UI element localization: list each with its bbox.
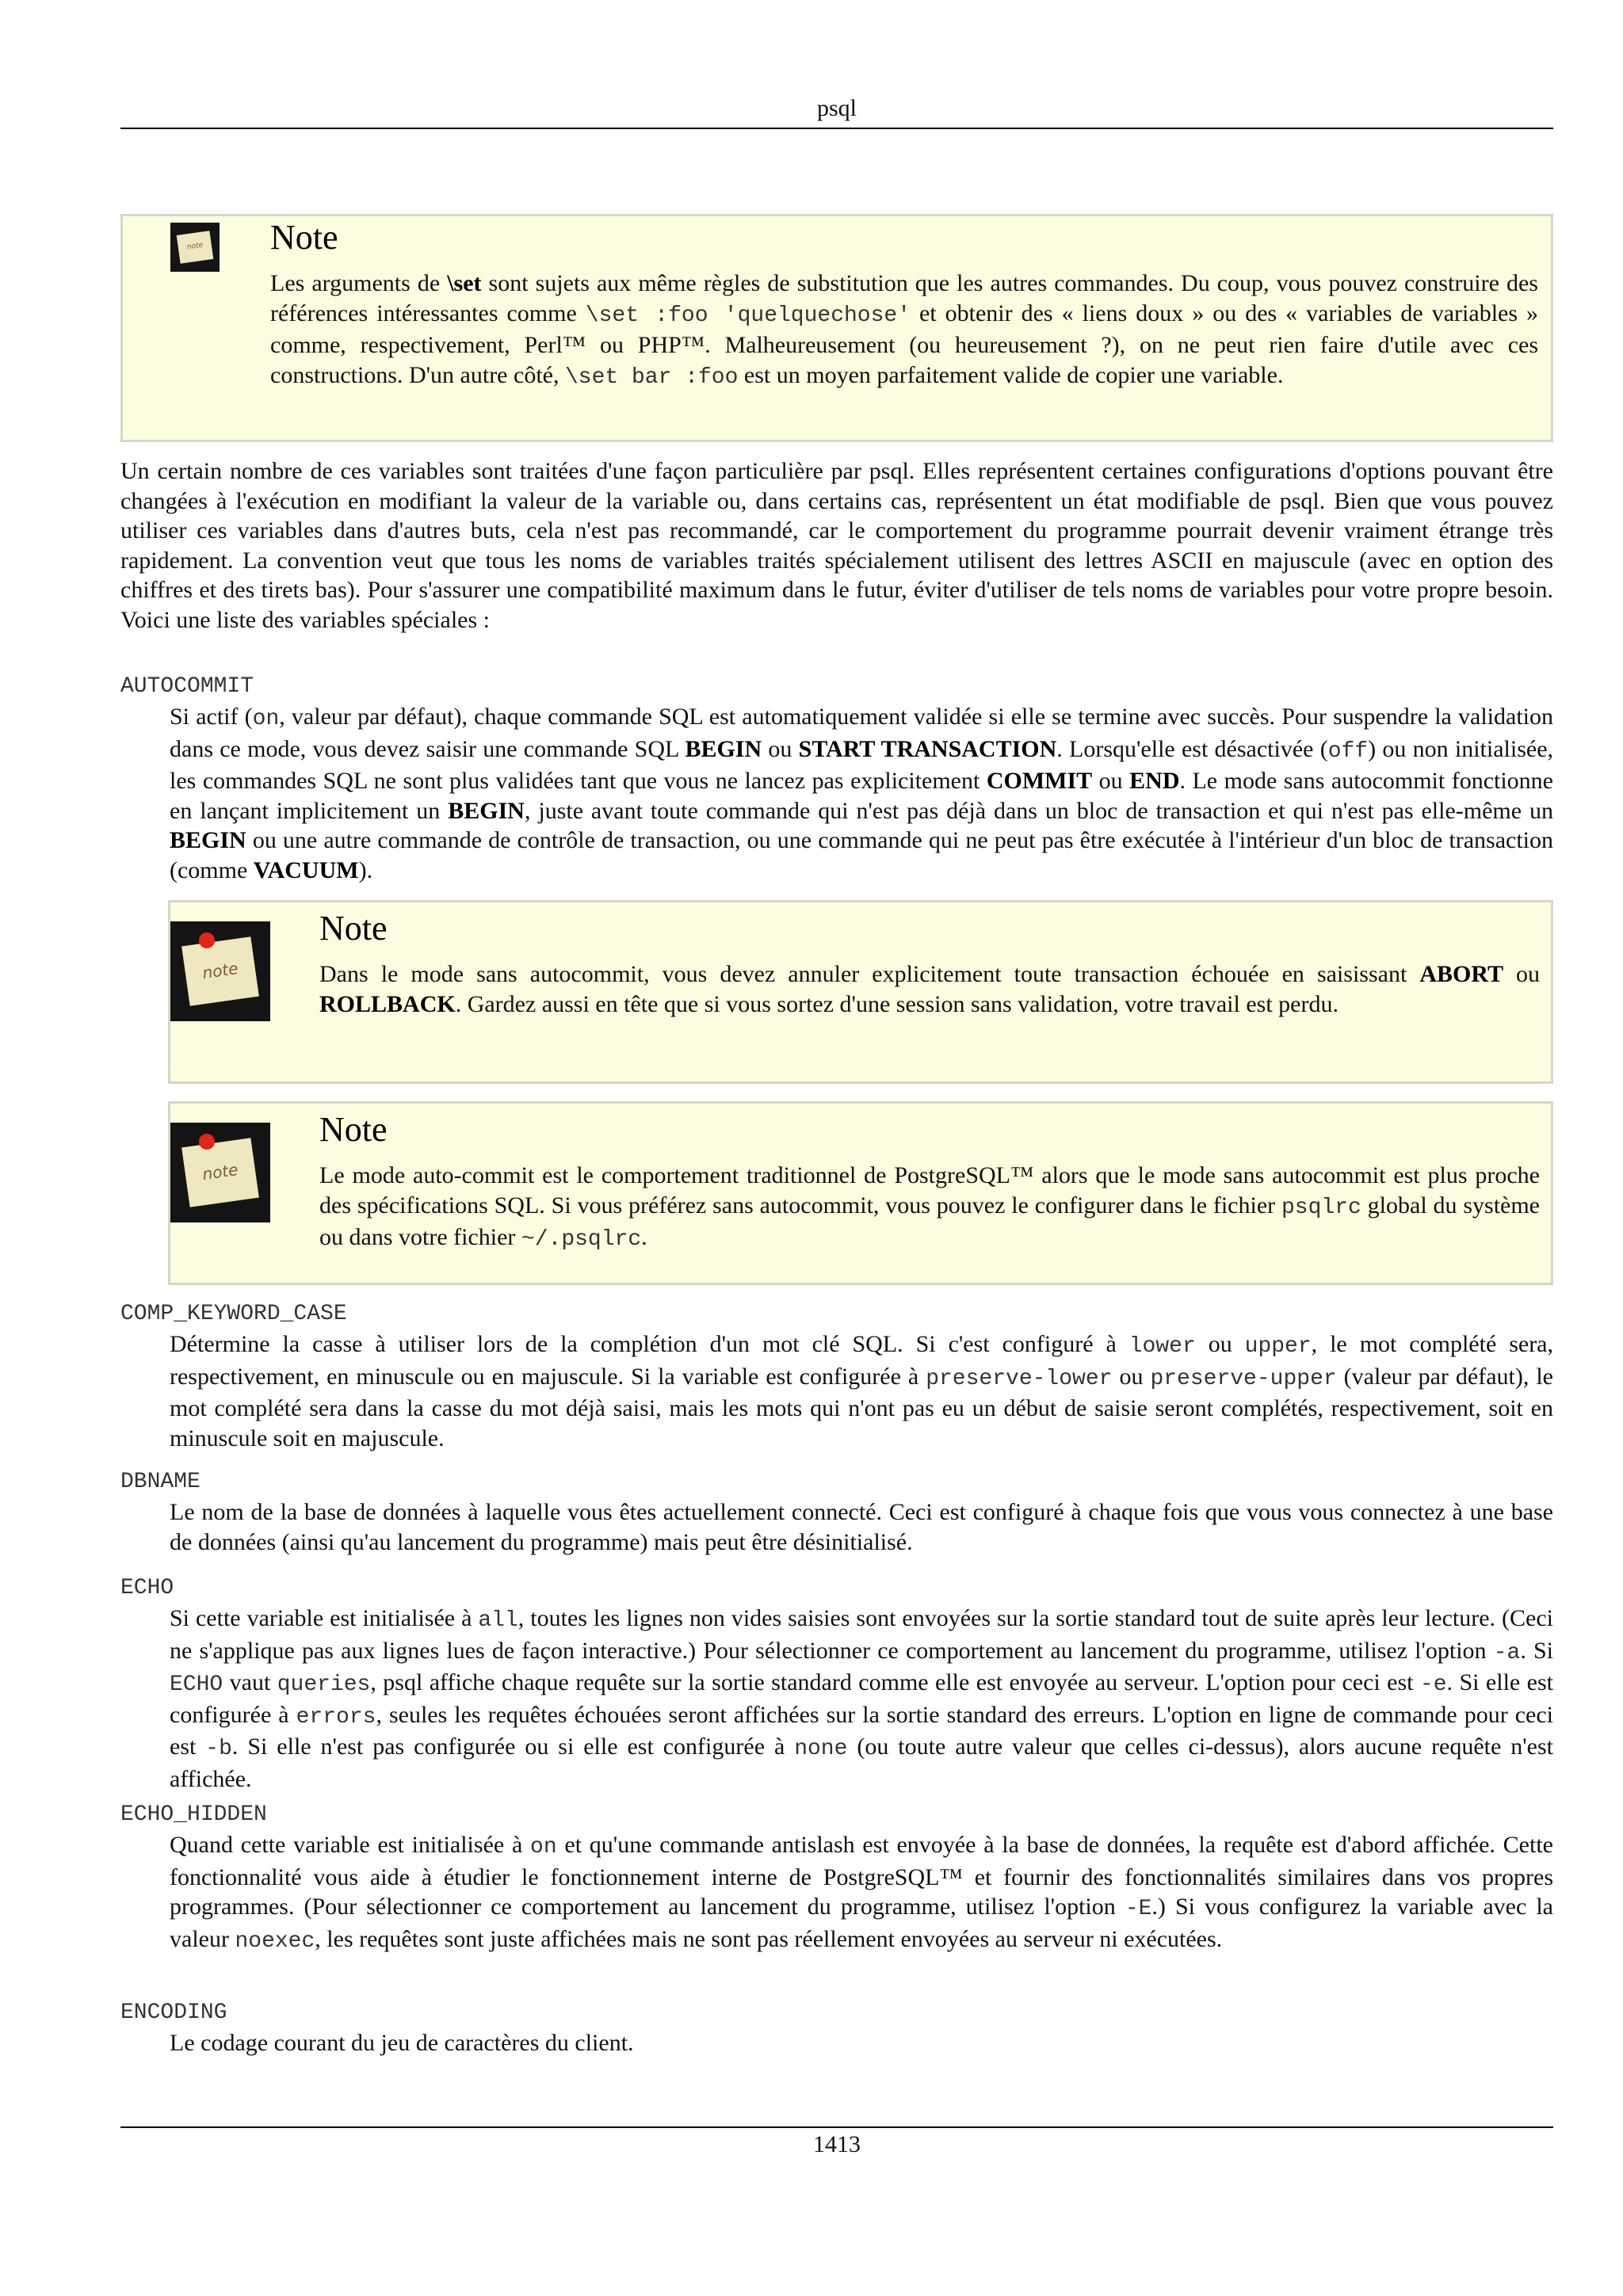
page-number: 1413 [813,2131,861,2157]
term-autocommit: AUTOCOMMIT [120,674,254,699]
note-title: Note [319,909,388,948]
note-body: Dans le mode sans autocommit, vous devez annuler explicitement toute transaction échouée en saisissant ABORT ou ROLLBACK. Gardez aussi en tête que si vous sortez d'une session sans validation, votre travail est perdu. [319,961,1541,1017]
note-icon [170,1123,270,1222]
note-icon [170,921,270,1021]
note-body: Le mode auto-commit est le comportement traditionnel de PostgreSQL™ alors que le mode sans autocommit est plus proche des spécifications SQL. Si vous préférez sans autocommit, vous pouvez le configurer dans le fichier psqlrc global du système ou dans votre fichier ~/.psqlrc. [319,1162,1540,1252]
note-box-abort-rollback [168,900,1553,1084]
term-echo-hidden: ECHO_HIDDEN [120,1802,267,1827]
footer-rule [120,2126,1553,2128]
header-rule [120,128,1553,129]
note-icon [170,223,220,272]
def-echo-hidden: Quand cette variable est initialisée à on et qu'une commande antislash est envoyée à la base de données, la requête est d'abord affichée. Cette fonctionnalité vous aide à étudier le fonctionnement interne de PostgreSQL™ et fournir des fonctionnalités similaires dans vos propres programmes. (Pour sélectionner ce comportement au lancement du programme, utilisez l'option -E.) Si vous configurez la variable avec la valeur noexec, les requêtes sont juste affichées mais ne sont pas réellement envoyées au serveur ni exécutées. [170,1832,1553,1954]
def-dbname: Le nom de la base de données à laquelle vous êtes actuellement connecté. Ceci est configuré à chaque fois que vous vous connectez à une base de données (ainsi qu'au lancement du programme) mais peut être désinitialisé. [170,1499,1553,1555]
note-icon-text: note [181,936,259,1006]
note-title: Note [319,1110,388,1149]
term-encoding: ENCODING [120,2000,227,2025]
term-comp-keyword-case: COMP_KEYWORD_CASE [120,1302,347,1326]
def-comp-keyword-case: Détermine la casse à utiliser lors de la complétion d'un mot clé SQL. Si c'est configuré à lower ou upper, le mot complété sera, respectivement, en minuscule ou en majuscule. Si la variable est configurée à preserve-lower ou preserve-upper (valeur par défaut), le mot complété sera dans la casse du mot déjà saisi, mais les mots qui n'ont pas eu un début de saisie seront complétés, respectivement, soit en minuscule soit en majuscule. [170,1331,1554,1451]
note-icon-text: note [181,1138,259,1207]
term-echo: ECHO [120,1576,174,1600]
term-dbname: DBNAME [120,1470,200,1494]
note-box-autocommit-tradition [168,1101,1553,1285]
def-autocommit: Si actif (on, valeur par défaut), chaque commande SQL est automatiquement validée si elle se termine avec succès. Pour suspendre la validation dans ce mode, vous devez saisir une commande SQL BEGIN ou START TRANSACTION. Lorsqu'elle est désactivée (off) ou non initialisée, les commandes SQL ne sont plus validées tant que vous ne lancez pas explicitement COMMIT ou END. Le mode sans autocommit fonctionne en lançant implicitement un BEGIN, juste avant toute commande qui n'est pas déjà dans un bloc de transaction et qui n'est pas elle-même un BEGIN ou une autre commande de contrôle de transaction, ou une commande qui ne peut pas être exécutée à l'intérieur d'un bloc de transaction (comme VACUUM). [170,704,1554,883]
page-header: psql [816,95,857,121]
def-encoding: Le codage courant du jeu de caractères du client. [170,2030,634,2056]
note-title: Note [270,218,338,257]
note-box-set-arguments [120,214,1553,442]
intro-paragraph: Un certain nombre de ces variables sont traitées d'une façon particulière par psql. Elles représentent certaines configurations d'options pouvant être changées à l'exécution en modifiant la valeur de la variable ou, dans certains cas, représentent un état modifiable de psql. Bien que vous pouvez utiliser ces variables dans d'autres buts, cela n'est pas recommandé, car le comportement du programme pourrait devenir vraiment étrange très rapidement. La convention veut que tous les noms de variables traités spécialement utilisent des lettres ASCII en majuscule (avec en option des chiffres et des tirets bas). Pour s'assurer une compatibilité maximum dans le futur, éviter d'utiliser de tels noms de variables pour votre propre besoin. Voici une liste des variables spéciales : [120,458,1553,633]
note-icon-text: note [177,231,214,263]
def-echo: Si cette variable est initialisée à all, toutes les lignes non vides saisies sont envoyées sur la sortie standard tout de suite après leur lecture. (Ceci ne s'applique pas aux lignes lues de façon interactive.) Pour sélectionner ce comportement au lancement du programme, utilisez l'option -a. Si ECHO vaut queries, psql affiche chaque requête sur la sortie standard comme elle est envoyée au serveur. L'option pour ceci est -e. Si elle est configurée à errors, seules les requêtes échouées seront affichées sur la sortie standard des erreurs. L'option en ligne de commande pour ceci est -b. Si elle n'est pas configurée ou si elle est configurée à none (ou toute autre valeur que celles ci-dessus), alors aucune requête n'est affichée. [170,1605,1554,1792]
note-body: Les arguments de \set sont sujets aux même règles de substitution que les autres commandes. Du coup, vous pouvez construire des références intéressantes comme \set :foo 'quelquechose' et obtenir des « liens doux » ou des « variables de variables » comme, respectivement, Perl™ ou PHP™. Malheureusement (ou heureusement ?), on ne peut rien faire d'utile avec ces constructions. D'un autre côté, \set bar :foo est un moyen parfaitement valide de copier une variable. [270,270,1539,390]
